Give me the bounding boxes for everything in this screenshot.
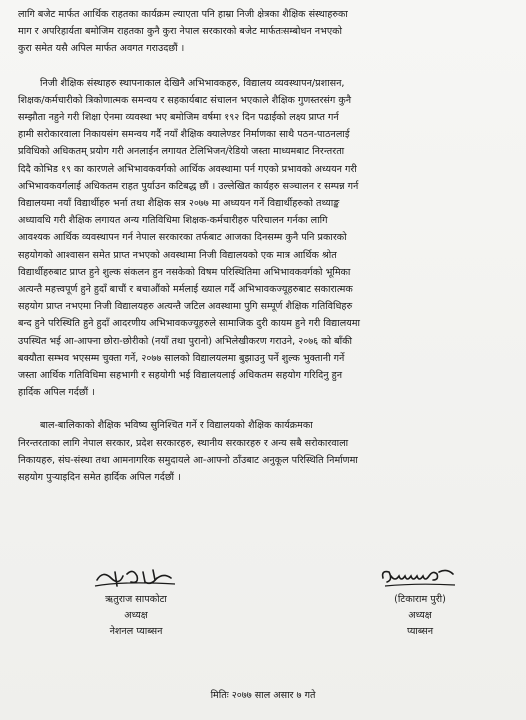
text-line: अध्यावधि गरी शैक्षिक लगायत अन्य गतिविधिमा शिक्षक-कर्मचारीहरु परिचालन गर्नका लागि bbox=[18, 215, 328, 227]
signature-image-right bbox=[377, 566, 463, 590]
paragraph-2 bbox=[18, 75, 508, 402]
signatory-title: अध्यक्ष bbox=[408, 610, 432, 621]
signatory-right bbox=[360, 566, 480, 640]
text-line: सम्झौता नहुने गरी शिक्षा ऐनमा व्यवस्था भए बमोजिम वर्षमा १९२ दिन पढाईको लक्ष्य प्राप्त गर्न bbox=[18, 112, 339, 124]
text-line: सहयोग प्राप्त नभएमा निजी विद्यालयहरु अत्यन्तै जटिल अवस्थामा पुगि सम्पूर्ण शैक्षिक गतिविधिहरु bbox=[18, 301, 353, 313]
text-line: निजी शैक्षिक संस्थाहरु स्थापनाकाल देखिनै अभिभावकहरु, विद्यालय व्यवस्थापन/प्रशासन, bbox=[40, 77, 345, 89]
signatory-org: प्याब्सन bbox=[406, 626, 434, 637]
text-line: बक्यौता सम्भव भएसम्म चुक्ता गर्ने, २०७७ सालको विद्यालयलमा बुझाउनु पर्ने शुल्क भुक्तानी गर्ने bbox=[18, 352, 345, 364]
signatory-name: (टिकाराम पुरी) bbox=[394, 594, 446, 605]
text-line: सहयोग पुऱ्याइदिन समेत हार्दिक अपिल गर्दछौं । bbox=[18, 472, 181, 484]
text-line: हामी सरोकारवाला निकायसंग समन्वय गर्दै नयाँ शैक्षिक क्यालेण्डर निर्माणका साथै पठन-पाठनलाई bbox=[18, 129, 350, 141]
text-line: शिक्षक/कर्मचारीको त्रिकोणात्मक समन्वय र सहकार्यबाट संचालन भएकाले शैक्षिक गुणस्तरसंग कुनै bbox=[18, 94, 352, 106]
text-line: बाल-बालिकाको शैक्षिक भविष्य सुनिश्चित गर्ने र विद्यालयको शैक्षिक कार्यक्रमका bbox=[40, 420, 313, 432]
text-line: हार्दिक अपिल गर्दछौं । bbox=[18, 387, 95, 399]
text-line: अभिभावकवर्गलाई अधिकतम राहत पुर्याउन कटिबद्ध छौं । उल्लेखित कार्यहरु सञ्चालन र सम्पन्न गर्न bbox=[18, 180, 359, 192]
letter-date: मितिः २०७७ साल असार ७ गते bbox=[210, 690, 316, 701]
text-line: माग र अपरिहार्यता बमोजिम राहतका कुनै कुरा नेपाल सरकारको बजेट मार्फतःसम्बोधन नभएको bbox=[18, 26, 342, 38]
signature-image-left bbox=[93, 566, 179, 590]
text-line: अत्यन्तै महत्त्वपूर्ण हुने हुदाँ बाचौं र बचाऔंको मर्मलाई ख्याल गर्दै अभिभावकज्यूहरुबाट सकारात्मक bbox=[18, 284, 353, 296]
text-line: विद्यार्थीहरुबाट प्राप्त हुने शुल्क संकलन हुन नसकेको विषम परिस्थितिमा अभिभावकवर्गको भूमिका bbox=[18, 266, 351, 278]
text-line: विद्यालयमा नयाँ विद्यार्थीहरु भर्ना तथा शैक्षिक सत्र २०७७ मा अध्ययन गर्ने विद्यार्थीहरुको तथ्याङ्क bbox=[18, 198, 340, 210]
text-line: निकायहरु, संघ-संस्था तथा आमनागरिक समुदायले आ-आफ्नो ठाँउबाट अनुकूल परिस्थिति निर्माणमा bbox=[18, 454, 358, 466]
text-line: सहयोगको आश्वासन समेत प्राप्त नभएको अवस्थामा निजी विद्यालयको एक मात्र आर्थिक श्रोत bbox=[18, 249, 337, 261]
text-line: कुरा समेत यसै अपिल मार्फत अवगत गराउदछौं । bbox=[18, 43, 185, 55]
paragraph-1 bbox=[18, 6, 508, 58]
text-line: निरन्तरताका लागि नेपाल सरकार, प्रदेश सरकारहरु, स्थानीय सरकारहरु र अन्य सबै सरोकारवाला bbox=[18, 437, 349, 449]
text-line: जस्ता आर्थिक गतिविधिमा सहभागी र सहयोगी भई विद्यालयलाई अधिकतम सहयोग गरिदिनु हुन bbox=[18, 370, 343, 382]
text-line: बन्द हुने परिस्थिति हुने हुदाँ आदरणीय अभिभावकज्यूहरुले सामाजिक दुरी कायम हुने गरी विद्यालयमा bbox=[18, 318, 360, 330]
signatory-org: नेशनल प्याब्सन bbox=[109, 626, 163, 637]
signature-block bbox=[0, 566, 526, 686]
text-line: प्रविधिको अधिकतम् प्रयोग गरी अनलाईन लगायत टेलिभिजन/रेडियो जस्ता माध्यमबाट निरन्तरता bbox=[18, 146, 345, 158]
paragraph-3 bbox=[18, 417, 508, 486]
signatory-left bbox=[66, 566, 206, 640]
signatory-name: ऋतुराज सापकोटा bbox=[105, 594, 167, 605]
text-line: दिदै कोभिड १९ का कारणले अभिभावकवर्गको आर्थिक अवस्थामा पर्न गएको प्रभावको अध्ययन गरी bbox=[18, 163, 357, 175]
text-line: उपस्थित भई आ-आफ्ना छोरा-छोरीको (नयाँ तथा पुरानो) अभिलेखीकरण गराउने, २०७६ को बाँकी bbox=[18, 335, 352, 347]
text-line: लागि बजेट मार्फत आर्थिक राहतका कार्यक्रम ल्याएता पनि हाम्रा निजी क्षेत्रका शैक्षिक संस्थाहरुका bbox=[18, 9, 348, 20]
signatory-title: अध्यक्ष bbox=[124, 610, 148, 621]
text-line: आवश्यक आर्थिक व्यवस्थापन गर्न नेपाल सरकारका तर्फबाट आजका दिनसम्म कुनै पनि प्रकारको bbox=[18, 232, 347, 244]
